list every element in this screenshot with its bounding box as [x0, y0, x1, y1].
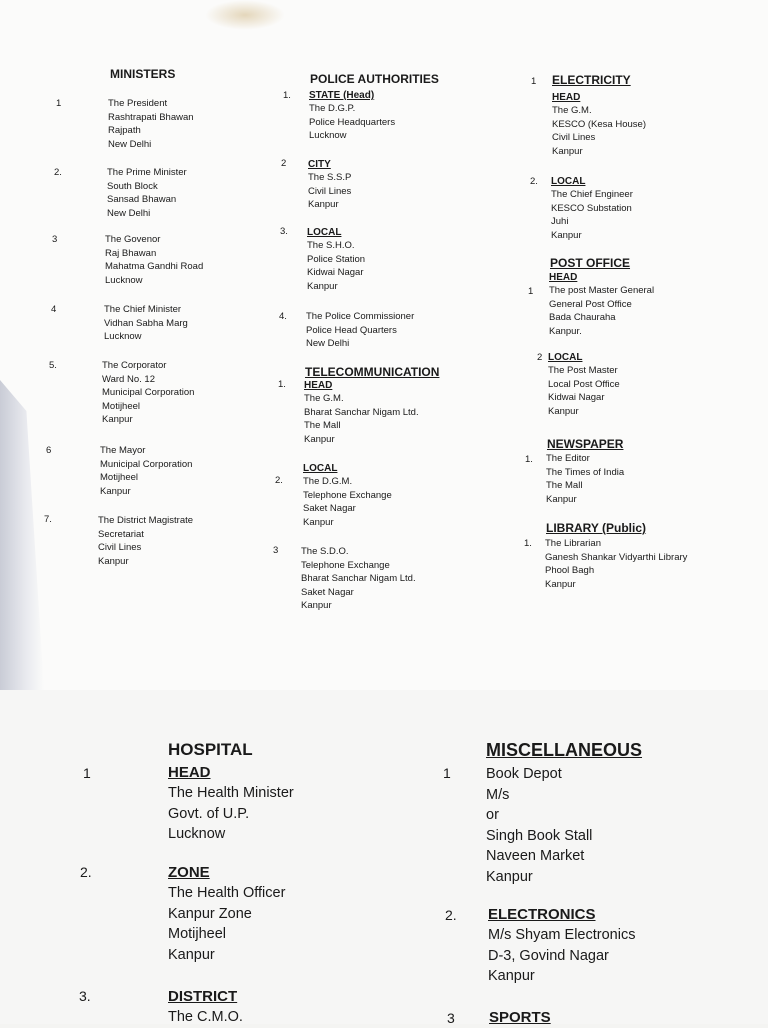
ministers-heading: MINISTERS [110, 67, 176, 81]
entry-number: 2. [275, 475, 283, 486]
address-line: Kanpur [551, 229, 582, 241]
address-line: Municipal Corporation [100, 458, 193, 470]
address-line: Kanpur. [549, 325, 582, 337]
address-line: Kanpur [168, 946, 215, 963]
address-entry [549, 271, 654, 338]
address-entry [306, 310, 414, 351]
library-heading: LIBRARY (Public) [546, 521, 647, 535]
address-line: The G.M. [304, 393, 344, 404]
address-line: KESCO Substation [551, 202, 632, 214]
address-line: Kanpur [304, 433, 335, 445]
address-line: The Govenor [105, 234, 161, 245]
address-line: New Delhi [306, 338, 350, 349]
entry-number: 3 [52, 234, 58, 245]
address-entry [488, 905, 635, 987]
address-line: Book Depot [486, 766, 562, 782]
address-line: Rashtrapati Bhawan [108, 111, 194, 123]
address-line: The Post Master [548, 365, 618, 376]
address-line: Ward No. 12 [102, 373, 155, 385]
newspaper-heading: NEWSPAPER [547, 437, 624, 451]
address-entry [309, 89, 395, 143]
address-entry [546, 452, 624, 506]
address-line: Saket Nagar [301, 586, 354, 598]
address-line: The Chief Minister [104, 304, 182, 315]
address-line: Motijheel [102, 400, 141, 412]
entry-number: 2. [445, 907, 457, 923]
address-line: The D.G.P. [309, 103, 356, 114]
address-entry [551, 175, 633, 242]
address-line: Secretariat [98, 528, 144, 540]
address-line: The Mayor [100, 445, 146, 456]
address-line: Kanpur [102, 414, 133, 425]
entry-number: 6 [46, 445, 52, 456]
address-line: The President [108, 98, 168, 109]
address-line: Sansad Bhawan [107, 194, 177, 205]
address-line: Kanpur [486, 868, 533, 885]
address-line: New Delhi [108, 138, 152, 150]
address-line: The Health Minister [168, 785, 294, 801]
bottom-sheet [0, 690, 768, 1024]
address-line: Telephone Exchange [303, 489, 392, 501]
subheading: HEAD [552, 92, 581, 103]
address-line: Ganesh Shankar Vidyarthi Library [545, 551, 688, 563]
address-line: The S.D.O. [301, 546, 349, 557]
address-line: Local Post Office [548, 378, 620, 390]
subheading: SPORTS [489, 1009, 551, 1026]
address-line: Civil Lines [552, 132, 596, 143]
address-line: Police Station [307, 253, 366, 265]
address-line: Kanpur [303, 516, 334, 528]
entry-number: 1 [56, 98, 62, 109]
address-entry [303, 462, 392, 529]
post-office-heading: POST OFFICE [550, 256, 631, 270]
entry-number: 2 [281, 158, 287, 169]
address-line: The Police Commissioner [306, 311, 415, 322]
address-line: D-3, Govind Nagar [488, 947, 609, 964]
address-line: Kanpur [308, 199, 339, 210]
entry-number: 3 [273, 545, 279, 556]
address-line: The Librarian [545, 538, 601, 549]
address-line: The Mall [546, 480, 583, 491]
entry-number: 1 [531, 76, 537, 87]
address-line: Kanpur [100, 485, 131, 497]
address-entry [301, 545, 416, 613]
entry-number: 2 [537, 352, 543, 363]
subheading: LOCAL [548, 352, 583, 363]
address-line: Lucknow [104, 331, 142, 342]
address-entry [108, 97, 194, 151]
address-line: Kanpur [545, 578, 576, 590]
address-line: The Editor [546, 453, 590, 464]
address-line: Motijheel [168, 926, 227, 942]
entry-number: 1 [443, 765, 451, 781]
address-line: The Health Officer [168, 885, 286, 901]
telecom-heading: TELECOMMUNICATION [305, 365, 440, 379]
address-line: Juhi [551, 216, 569, 227]
subheading: STATE (Head) [309, 90, 375, 101]
misc-heading: MISCELLANEOUS [486, 740, 643, 760]
subheading: LOCAL [303, 463, 338, 474]
address-line: Raj Bhawan [105, 247, 157, 259]
subheading: HEAD [168, 764, 211, 781]
entry-number: 4 [51, 304, 57, 315]
address-entry [107, 166, 187, 220]
entry-number: 1. [278, 379, 286, 390]
address-line: The S.S.P [308, 172, 352, 183]
address-line: Singh Book Stall [486, 827, 593, 844]
address-line: The Times of India [546, 466, 625, 478]
entry-number: 1. [283, 90, 291, 101]
entry-number: 1. [525, 454, 533, 465]
subheading: LOCAL [307, 227, 342, 238]
electricity-heading: ELECTRICITY [552, 73, 631, 87]
address-line: Civil Lines [98, 542, 142, 553]
address-line: General Post Office [549, 298, 632, 310]
address-entry [98, 514, 193, 568]
address-line: The D.G.M. [303, 476, 353, 487]
address-line: Govt. of U.P. [168, 805, 250, 822]
address-line: Phool Bagh [545, 565, 595, 576]
subheading: HEAD [549, 272, 578, 283]
address-entry [105, 233, 203, 287]
address-line: Bada Chauraha [549, 312, 616, 323]
entry-number: 4. [279, 311, 287, 322]
address-line: Bharat Sanchar Nigam Ltd. [301, 573, 416, 584]
address-entry [489, 1008, 551, 1028]
entry-number: 2. [530, 176, 538, 187]
hospital-heading: HOSPITAL [168, 740, 253, 759]
address-entry [304, 379, 419, 446]
address-entry [552, 91, 646, 158]
address-entry [168, 863, 285, 965]
address-line: Kanpur [548, 405, 579, 417]
subheading: ELECTRONICS [488, 906, 596, 923]
address-line: M/s [486, 786, 510, 803]
entry-number: 2. [54, 167, 62, 178]
address-entry [548, 351, 620, 418]
police-heading: POLICE AUTHORITIES [310, 72, 439, 86]
address-line: Telephone Exchange [301, 559, 390, 571]
subheading: CITY [308, 159, 331, 170]
subheading: LOCAL [551, 176, 586, 187]
address-entry [308, 158, 351, 212]
address-line: Kidwai Nagar [307, 267, 364, 278]
address-line: New Delhi [107, 207, 151, 219]
address-line: Motijheel [100, 472, 139, 483]
address-line: Lucknow [105, 274, 143, 286]
address-line: Lucknow [168, 826, 226, 842]
address-line: South Block [107, 180, 158, 192]
address-line: Kanpur [546, 493, 577, 505]
address-line: Kanpur [98, 555, 129, 567]
address-line: Kanpur Zone [168, 905, 252, 922]
entry-number: 1. [524, 538, 532, 549]
address-line: The Chief Engineer [551, 189, 633, 200]
subheading: DISTRICT [168, 988, 238, 1005]
address-entry [102, 359, 194, 427]
paper-stain [205, 0, 285, 30]
address-line: Vidhan Sabha Marg [104, 317, 188, 329]
address-entry [168, 763, 294, 845]
address-line: The Mall [304, 420, 341, 431]
subheading: HEAD [304, 380, 333, 391]
address-entry [307, 226, 365, 293]
address-line: Kanpur [301, 600, 332, 611]
address-line: Naveen Market [486, 848, 585, 864]
address-entry [100, 444, 192, 498]
address-line: Lucknow [309, 130, 347, 141]
entry-number: 3. [79, 988, 91, 1004]
address-line: or [486, 807, 499, 823]
address-entry [545, 537, 687, 591]
entry-number: 5. [49, 360, 57, 371]
address-line: The Corporator [102, 360, 167, 371]
address-line: Police Headquarters [309, 116, 396, 128]
address-line: The G.M. [552, 105, 592, 116]
address-line: Police Head Quarters [306, 324, 397, 336]
address-line: The C.M.O. [168, 1009, 243, 1025]
subheading: ZONE [168, 864, 210, 881]
address-line: KESCO (Kesa House) [552, 118, 646, 130]
address-line: Rajpath [108, 125, 141, 136]
address-line: Civil Lines [308, 185, 352, 197]
address-line: The District Magistrate [98, 515, 194, 526]
address-entry [168, 987, 243, 1028]
address-entry [104, 303, 188, 344]
address-line: The post Master General [549, 285, 655, 296]
address-line: Mahatma Gandhi Road [105, 261, 204, 272]
entry-number: 1 [528, 286, 534, 297]
address-line: Kidwai Nagar [548, 392, 605, 403]
address-line: The Prime Minister [107, 167, 187, 178]
entry-number: 2. [80, 864, 92, 880]
address-line: Kanpur [488, 968, 535, 984]
address-line: Bharat Sanchar Nigam Ltd. [304, 406, 419, 418]
address-line: Saket Nagar [303, 503, 356, 514]
address-line: Kanpur [307, 280, 338, 292]
address-line: Municipal Corporation [102, 387, 195, 398]
address-line: M/s Shyam Electronics [488, 927, 636, 943]
address-entry [486, 764, 592, 887]
entry-number: 7. [44, 514, 52, 525]
address-line: The S.H.O. [307, 240, 355, 251]
entry-number: 3 [447, 1010, 455, 1026]
entry-number: 3. [280, 226, 288, 237]
entry-number: 1 [83, 765, 91, 781]
address-line: Kanpur [552, 145, 583, 157]
